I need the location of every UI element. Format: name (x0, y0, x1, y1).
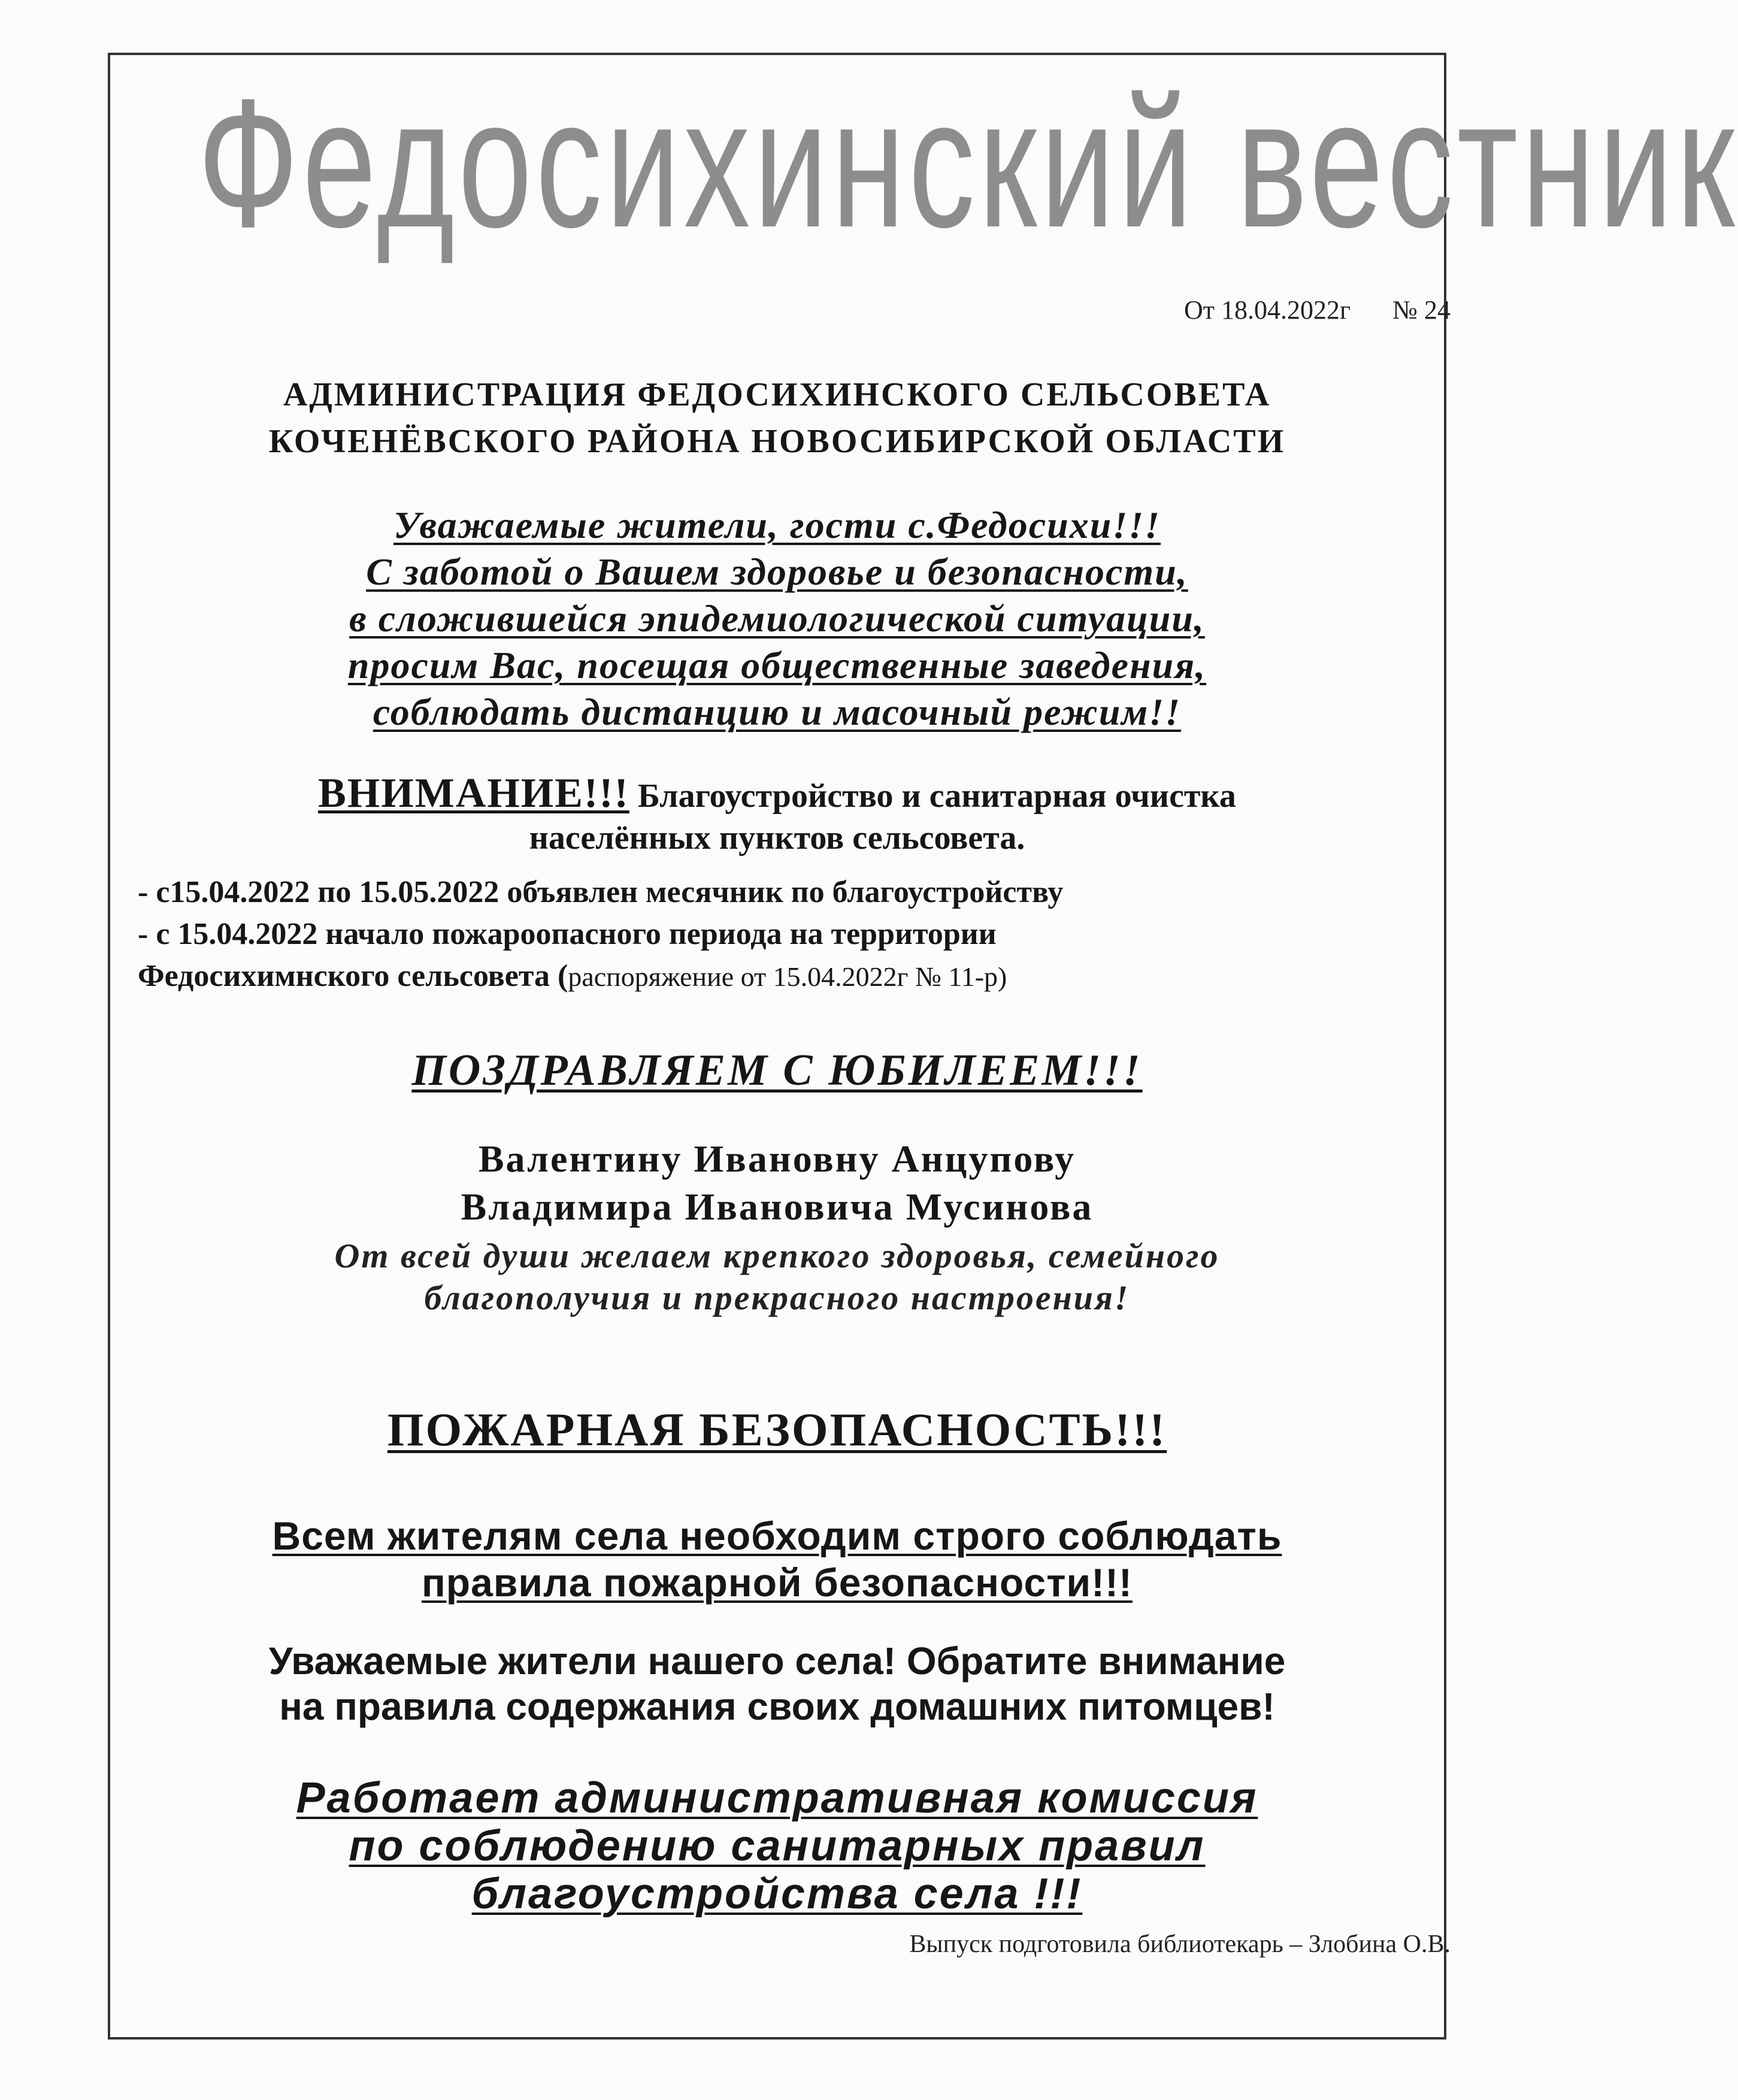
attention-item: - с15.04.2022 по 15.05.2022 объявлен месячник по благоустройству (138, 875, 1064, 909)
fire-rule-line: Всем жителям села необходим строго соблюдать (272, 1514, 1282, 1558)
fire-safety-rule (108, 1512, 1446, 1606)
newspaper-masthead: Федосихинский вестник (198, 61, 1738, 267)
greeting-line: соблюдать дистанцию и масочный режим!! (373, 691, 1182, 733)
wish-line: От всей души желаем крепкого здоровья, семейного (334, 1236, 1220, 1275)
greeting-line: С заботой о Вашем здоровье и безопасности, (366, 550, 1188, 593)
commission-line: благоустройства села !!! (471, 1870, 1083, 1918)
attention-line: населённых пунктов сельсовета. (529, 819, 1025, 857)
attention-items (138, 872, 1425, 998)
attention-item: Федосихимнского сельсовета ( (138, 959, 568, 993)
jubilee-name: Владимира Ивановича Мусинова (461, 1185, 1094, 1228)
jubilee-heading: ПОЗДРАВЛЯЕМ С ЮБИЛЕЕМ!!! (411, 1046, 1143, 1095)
administration-heading (108, 371, 1446, 465)
greeting-line: просим Вас, посещая общественные заведения, (347, 644, 1207, 686)
issue-date: От 18.04.2022г (1183, 295, 1351, 325)
attention-line: Благоустройство и санитарная очистка (637, 777, 1236, 815)
jubilee-names (108, 1135, 1446, 1231)
pets-line: Уважаемые жители нашего села! Обратите внимание (268, 1639, 1286, 1683)
attention-lead: ВНИМАНИЕ!!! (318, 770, 629, 816)
attention-notice (108, 770, 1446, 859)
commission-notice (108, 1774, 1446, 1918)
admin-line: АДМИНИСТРАЦИЯ ФЕДОСИХИНСКОГО СЕЛЬСОВЕТА (283, 376, 1271, 413)
issue-number: № 24 (1392, 295, 1451, 325)
pets-line: на правила содержания своих домашних питомцев! (279, 1685, 1275, 1728)
jubilee-name: Валентину Ивановну Анцупову (478, 1137, 1076, 1180)
issue-credit: Выпуск подготовила библиотекарь – Злобина О.В. (909, 1930, 1451, 1958)
greeting-line: в сложившейся эпидемиологической ситуации, (349, 597, 1205, 640)
greeting-line: Уважаемые жители, гости с.Федосихи!!! (393, 504, 1161, 546)
fire-safety-heading: ПОЖАРНАЯ БЕЗОПАСНОСТЬ!!! (387, 1403, 1167, 1456)
attention-item: - с 15.04.2022 начало пожароопасного периода на территории (138, 917, 997, 951)
wish-line: благополучия и прекрасного настроения! (424, 1278, 1130, 1317)
fire-rule-line: правила пожарной безопасности!!! (421, 1560, 1133, 1605)
admin-line: КОЧЕНЁВСКОГО РАЙОНА НОВОСИБИРСКОЙ ОБЛАСТИ (268, 423, 1286, 460)
order-reference: распоряжение от 15.04.2022г № 11-р) (568, 961, 1007, 992)
greeting-notice (108, 502, 1446, 736)
jubilee-wish (108, 1235, 1446, 1319)
issue-info (1184, 295, 1451, 325)
commission-line: по соблюдению санитарных правил (349, 1822, 1206, 1870)
pets-notice (108, 1638, 1446, 1729)
commission-line: Работает административная комиссия (296, 1774, 1258, 1822)
